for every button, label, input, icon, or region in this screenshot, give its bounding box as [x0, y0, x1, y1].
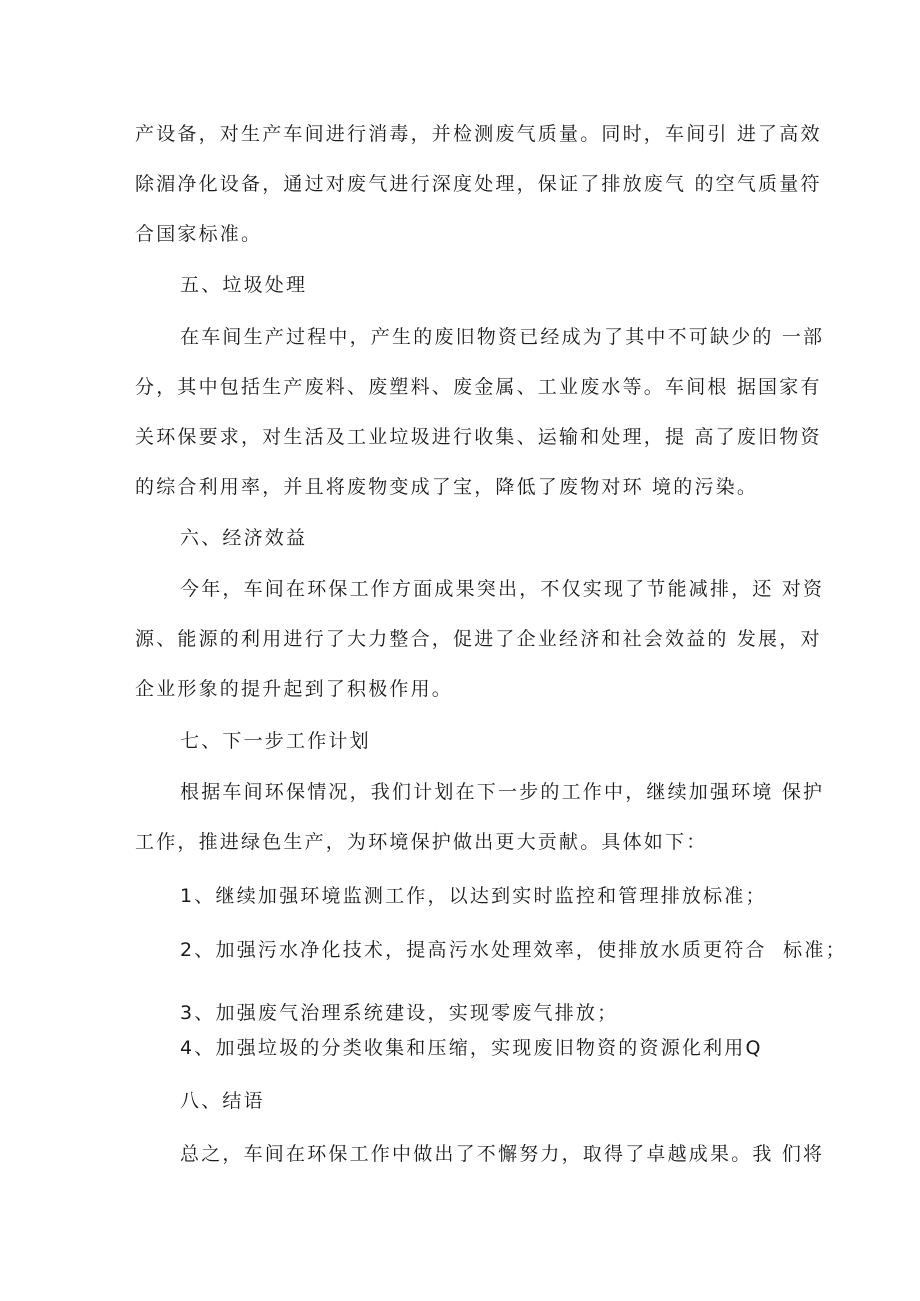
- paragraph-line: 工作，推进绿色生产，为环境保护做出更大贡献。具体如下：: [135, 831, 708, 853]
- paragraph-line: 总之，车间在环保工作中做出了不懈努力，取得了卓越成果。我 们将: [180, 1143, 825, 1165]
- section-heading-8: 八、结语: [180, 1090, 265, 1112]
- list-item: 2、加强污水净化技术，提高污水处理效率，使排放水质更符合 标准；: [180, 939, 847, 961]
- list-item: 3、加强废气治理系统建设，实现零废气排放；: [180, 1002, 619, 1024]
- paragraph-line: 今年，车间在环保工作方面成果突出，不仅实现了节能减排，还 对资: [180, 578, 825, 600]
- paragraph-line: 合国家标准。: [135, 223, 263, 245]
- section-heading-5: 五、垃圾处理: [180, 274, 308, 296]
- list-item: 4、加强垃圾的分类收集和压缩，实现废旧物资的资源化利用Q: [180, 1037, 763, 1059]
- section-heading-6: 六、经济效益: [180, 527, 308, 549]
- paragraph-line: 分，其中包括生产废料、废塑料、废金属、工业废水等。车间根 据国家有: [135, 376, 822, 398]
- paragraph-line: 源、能源的利用进行了大力整合，促进了企业经济和社会效益的 发展，对: [135, 628, 822, 650]
- section-heading-7: 七、下一步工作计划: [180, 730, 371, 752]
- paragraph-line: 根据车间环保情况，我们计划在下一步的工作中，继续加强环境 保护: [180, 781, 825, 803]
- paragraph-line: 的综合利用率，并且将废物变成了宝，降低了废物对环 境的污染。: [135, 476, 759, 498]
- paragraph-line: 产设备，对生产车间进行消毒，并检测废气质量。同时，车间引 进了高效: [135, 123, 822, 145]
- paragraph-line: 在车间生产过程中，产生的废旧物资已经成为了其中不可缺少的 一部: [180, 326, 825, 348]
- paragraph-line: 关环保要求，对生活及工业垃圾进行收集、运输和处理，提 高了废旧物资: [135, 426, 822, 448]
- paragraph-line: 企业形象的提升起到了积极作用。: [135, 678, 454, 700]
- list-item: 1、继续加强环境监测工作，以达到实时监控和管理排放标准；: [180, 885, 767, 907]
- paragraph-line: 除湄净化设备，通过对废气进行深度处理，保证了排放废气 的空气质量符: [135, 173, 822, 195]
